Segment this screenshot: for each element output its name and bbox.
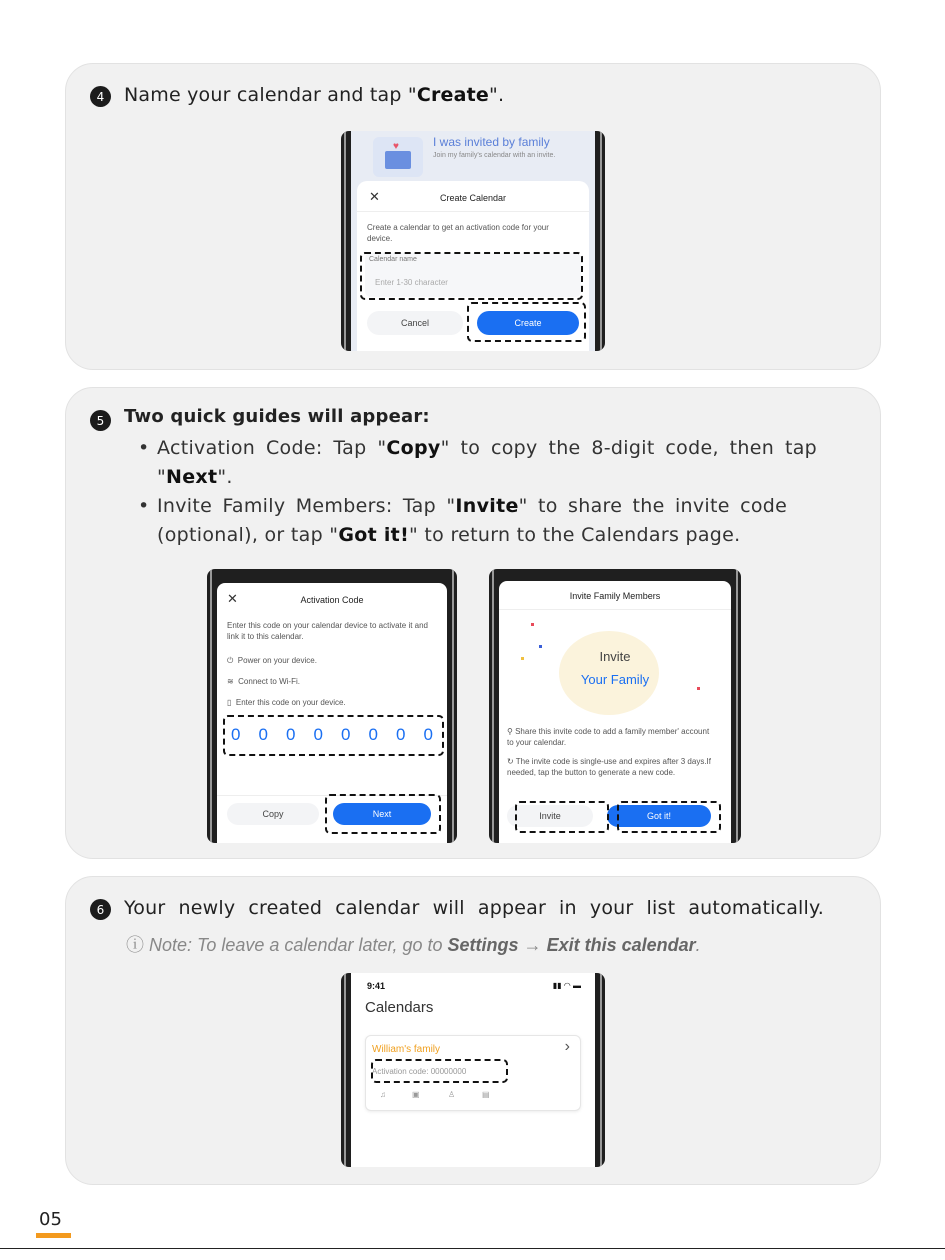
page-number-underline — [36, 1233, 71, 1238]
text: " — [157, 466, 167, 488]
code-digit: 0 — [313, 725, 323, 744]
exit-calendar-keyword: Exit this calendar — [546, 935, 696, 955]
text: " to copy the 8-digit code, then tap — [440, 437, 817, 459]
envelope-icon: ♥ — [373, 137, 423, 177]
footer-rule — [0, 1248, 945, 1249]
bullet-dot: • — [138, 437, 150, 459]
activation-item-power — [227, 656, 317, 667]
highlight-invite-button — [515, 801, 609, 833]
step-4-instruction — [124, 81, 504, 110]
got-it-button[interactable]: Got it! — [607, 805, 711, 827]
status-icons: ▮▮ ◠ ▬ — [552, 981, 581, 990]
confetti — [531, 623, 534, 626]
text: Connect to Wi-Fi. — [238, 677, 300, 686]
text: (optional), or tap " — [157, 524, 339, 546]
text: Enter this code on your device. — [235, 698, 346, 707]
code-digit: 0 — [231, 725, 241, 744]
highlight-next-button — [325, 794, 441, 834]
confetti — [539, 645, 542, 648]
chevron-right-icon[interactable]: › — [564, 1038, 570, 1055]
step-4-card — [65, 63, 881, 370]
text: ". — [217, 466, 233, 488]
status-time: 9:41 — [367, 981, 386, 991]
create-button[interactable]: Create — [477, 311, 579, 335]
text: Power on your device. — [237, 656, 317, 665]
code-digit: 0 — [286, 725, 296, 744]
activation-description: Enter this code on your calendar device to activate it and link it to this calendar. — [227, 621, 429, 641]
invite-keyword: Invite — [455, 495, 519, 517]
invite-item-share — [507, 727, 717, 749]
bullet-dot: • — [138, 495, 150, 517]
code-digit: 0 — [423, 725, 433, 744]
text: Share this invite code to add a family member' account to your calendar. — [507, 727, 710, 747]
bullet-line-2 — [157, 521, 797, 550]
create-keyword: Create — [416, 84, 490, 106]
next-button[interactable]: Next — [333, 803, 431, 825]
invite-hero-line-2: Your Family — [580, 672, 650, 687]
bullet-activation-code — [138, 434, 817, 492]
sheet-description: Create a calendar to get an activation code for your device. — [367, 223, 549, 243]
person-icon[interactable]: ♙ — [448, 1090, 456, 1099]
text: . — [695, 935, 701, 955]
invite-title: Invite Family Members — [569, 591, 661, 601]
step-6-card — [65, 876, 881, 1185]
step-5-heading: Two quick guides will appear: — [124, 406, 430, 427]
activation-item-wifi — [227, 677, 300, 688]
code-digit: 0 — [368, 725, 378, 744]
activation-item-enter — [227, 698, 346, 709]
step-number-badge: 5 — [90, 410, 111, 431]
code-digit: 0 — [258, 725, 268, 744]
got-it-keyword: Got it! — [338, 524, 410, 546]
sheet-title: Create Calendar — [439, 193, 507, 203]
activation-title: Activation Code — [300, 595, 364, 605]
text: Note: To leave a calendar later, go to — [144, 935, 448, 955]
person-icon: ⚲ — [507, 727, 513, 736]
step-6-instruction: Your newly created calendar will appear in your list automatically. — [124, 897, 824, 919]
bullet-line-2 — [157, 463, 817, 492]
invite-hero-line-1: Invite — [599, 649, 631, 664]
device-icon: ▯ — [227, 698, 232, 707]
text: Invite Family Members: Tap " — [157, 495, 456, 517]
calendars-title: Calendars — [365, 999, 434, 1016]
note-icon[interactable]: ▣ — [412, 1090, 420, 1099]
copy-button[interactable]: Copy — [227, 803, 319, 825]
highlight-activation-code — [371, 1059, 508, 1083]
close-icon[interactable]: ✕ — [369, 189, 380, 204]
copy-keyword: Copy — [386, 437, 441, 459]
bullet-invite-family — [138, 492, 797, 550]
code-digit: 0 — [341, 725, 351, 744]
refresh-icon: ↻ — [507, 757, 514, 766]
bell-icon[interactable]: ♫ — [380, 1090, 386, 1099]
bullet-line-1 — [157, 434, 817, 463]
highlight-got-it-button — [617, 801, 721, 833]
text: Name your calendar and tap " — [124, 84, 417, 106]
page-number: 05 — [39, 1209, 62, 1230]
step-5-card — [65, 387, 881, 859]
highlight-calendar-name — [360, 252, 583, 300]
confetti — [521, 657, 524, 660]
invite-item-expiry — [507, 757, 719, 779]
wifi-icon: ≋ — [227, 677, 234, 686]
calendar-icon[interactable]: ▤ — [482, 1090, 490, 1099]
step-6-note — [126, 931, 701, 957]
code-digit: 0 — [396, 725, 406, 744]
text: The invite code is single-use and expires after 3 days.If needed, tap the button to generate a new code. — [507, 757, 711, 777]
banner-subtitle: Join my family's calendar with an invite. — [433, 152, 556, 159]
cancel-button[interactable]: Cancel — [367, 311, 463, 335]
field-label: Calendar name — [369, 256, 417, 263]
text: Activation Code: Tap " — [157, 437, 387, 459]
highlight-activation-code — [223, 715, 444, 756]
highlight-create-button — [467, 302, 586, 342]
invite-button[interactable]: Invite — [507, 805, 593, 827]
settings-keyword: Settings — [447, 935, 519, 955]
banner-title: I was invited by family — [433, 135, 550, 149]
field-placeholder: Enter 1-30 character — [375, 278, 448, 287]
close-icon[interactable]: ✕ — [227, 591, 238, 606]
step-number-badge: 4 — [90, 86, 111, 107]
text: " to return to the Calendars page. — [409, 524, 741, 546]
confetti — [697, 687, 700, 690]
step-number-badge: 6 — [90, 899, 111, 920]
plug-icon: ⏻ — [227, 656, 234, 665]
arrow: → — [518, 935, 547, 955]
activation-code-label: Activation code: 00000000 — [372, 1067, 467, 1076]
next-keyword: Next — [166, 466, 218, 488]
info-icon: ⓘ — [126, 935, 144, 955]
text: ". — [489, 84, 505, 106]
text: " to share the invite code — [518, 495, 788, 517]
bullet-line-1 — [157, 492, 797, 521]
calendar-name: William's family — [372, 1044, 441, 1055]
